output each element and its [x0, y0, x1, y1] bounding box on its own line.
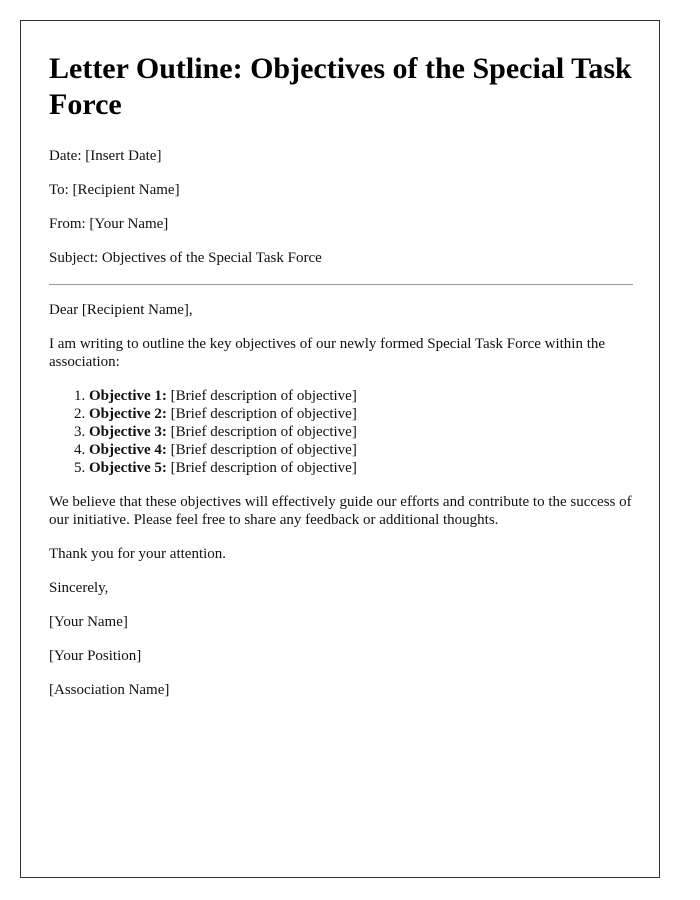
salutation: Dear [Recipient Name], [49, 302, 193, 318]
header-divider [49, 284, 633, 285]
date-line: Date: [Insert Date] [49, 148, 162, 164]
objective-label: Objective 5: [89, 460, 167, 476]
list-item [89, 387, 633, 405]
objective-text: [Brief description of objective] [166, 424, 357, 440]
thanks-line: Thank you for your attention. [49, 546, 227, 562]
list-item [89, 459, 633, 477]
list-item [89, 423, 633, 441]
letter-page [20, 20, 660, 878]
objective-label: Objective 2: [89, 406, 167, 422]
objective-text: [Brief description of objective] [166, 442, 357, 458]
signature-name: [Your Name] [49, 614, 128, 630]
closing-line: Sincerely, [49, 580, 109, 596]
list-item [89, 441, 633, 459]
to-line: To: [Recipient Name] [49, 182, 180, 198]
signature-organization: [Association Name] [49, 682, 170, 698]
list-item [89, 405, 633, 423]
objective-label: Objective 1: [89, 388, 167, 404]
signature-position: [Your Position] [49, 648, 142, 664]
objective-label: Objective 3: [89, 424, 167, 440]
page-title: Letter Outline: Objectives of the Special Task Force [49, 52, 632, 121]
objectives-list [49, 387, 633, 477]
letter-content [49, 51, 633, 699]
from-line: From: [Your Name] [49, 216, 169, 232]
objective-text: [Brief description of objective] [166, 388, 357, 404]
body-paragraph: We believe that these objectives will effectively guide our efforts and contribute to the success of our initiative. Please feel free to share any feedback or additional thoughts. [49, 494, 632, 528]
objective-label: Objective 4: [89, 442, 167, 458]
objective-text: [Brief description of objective] [166, 460, 357, 476]
intro-paragraph: I am writing to outline the key objectives of our newly formed Special Task Force within the association: [49, 336, 606, 370]
objective-text: [Brief description of objective] [166, 406, 357, 422]
subject-line: Subject: Objectives of the Special Task Force [49, 250, 322, 266]
